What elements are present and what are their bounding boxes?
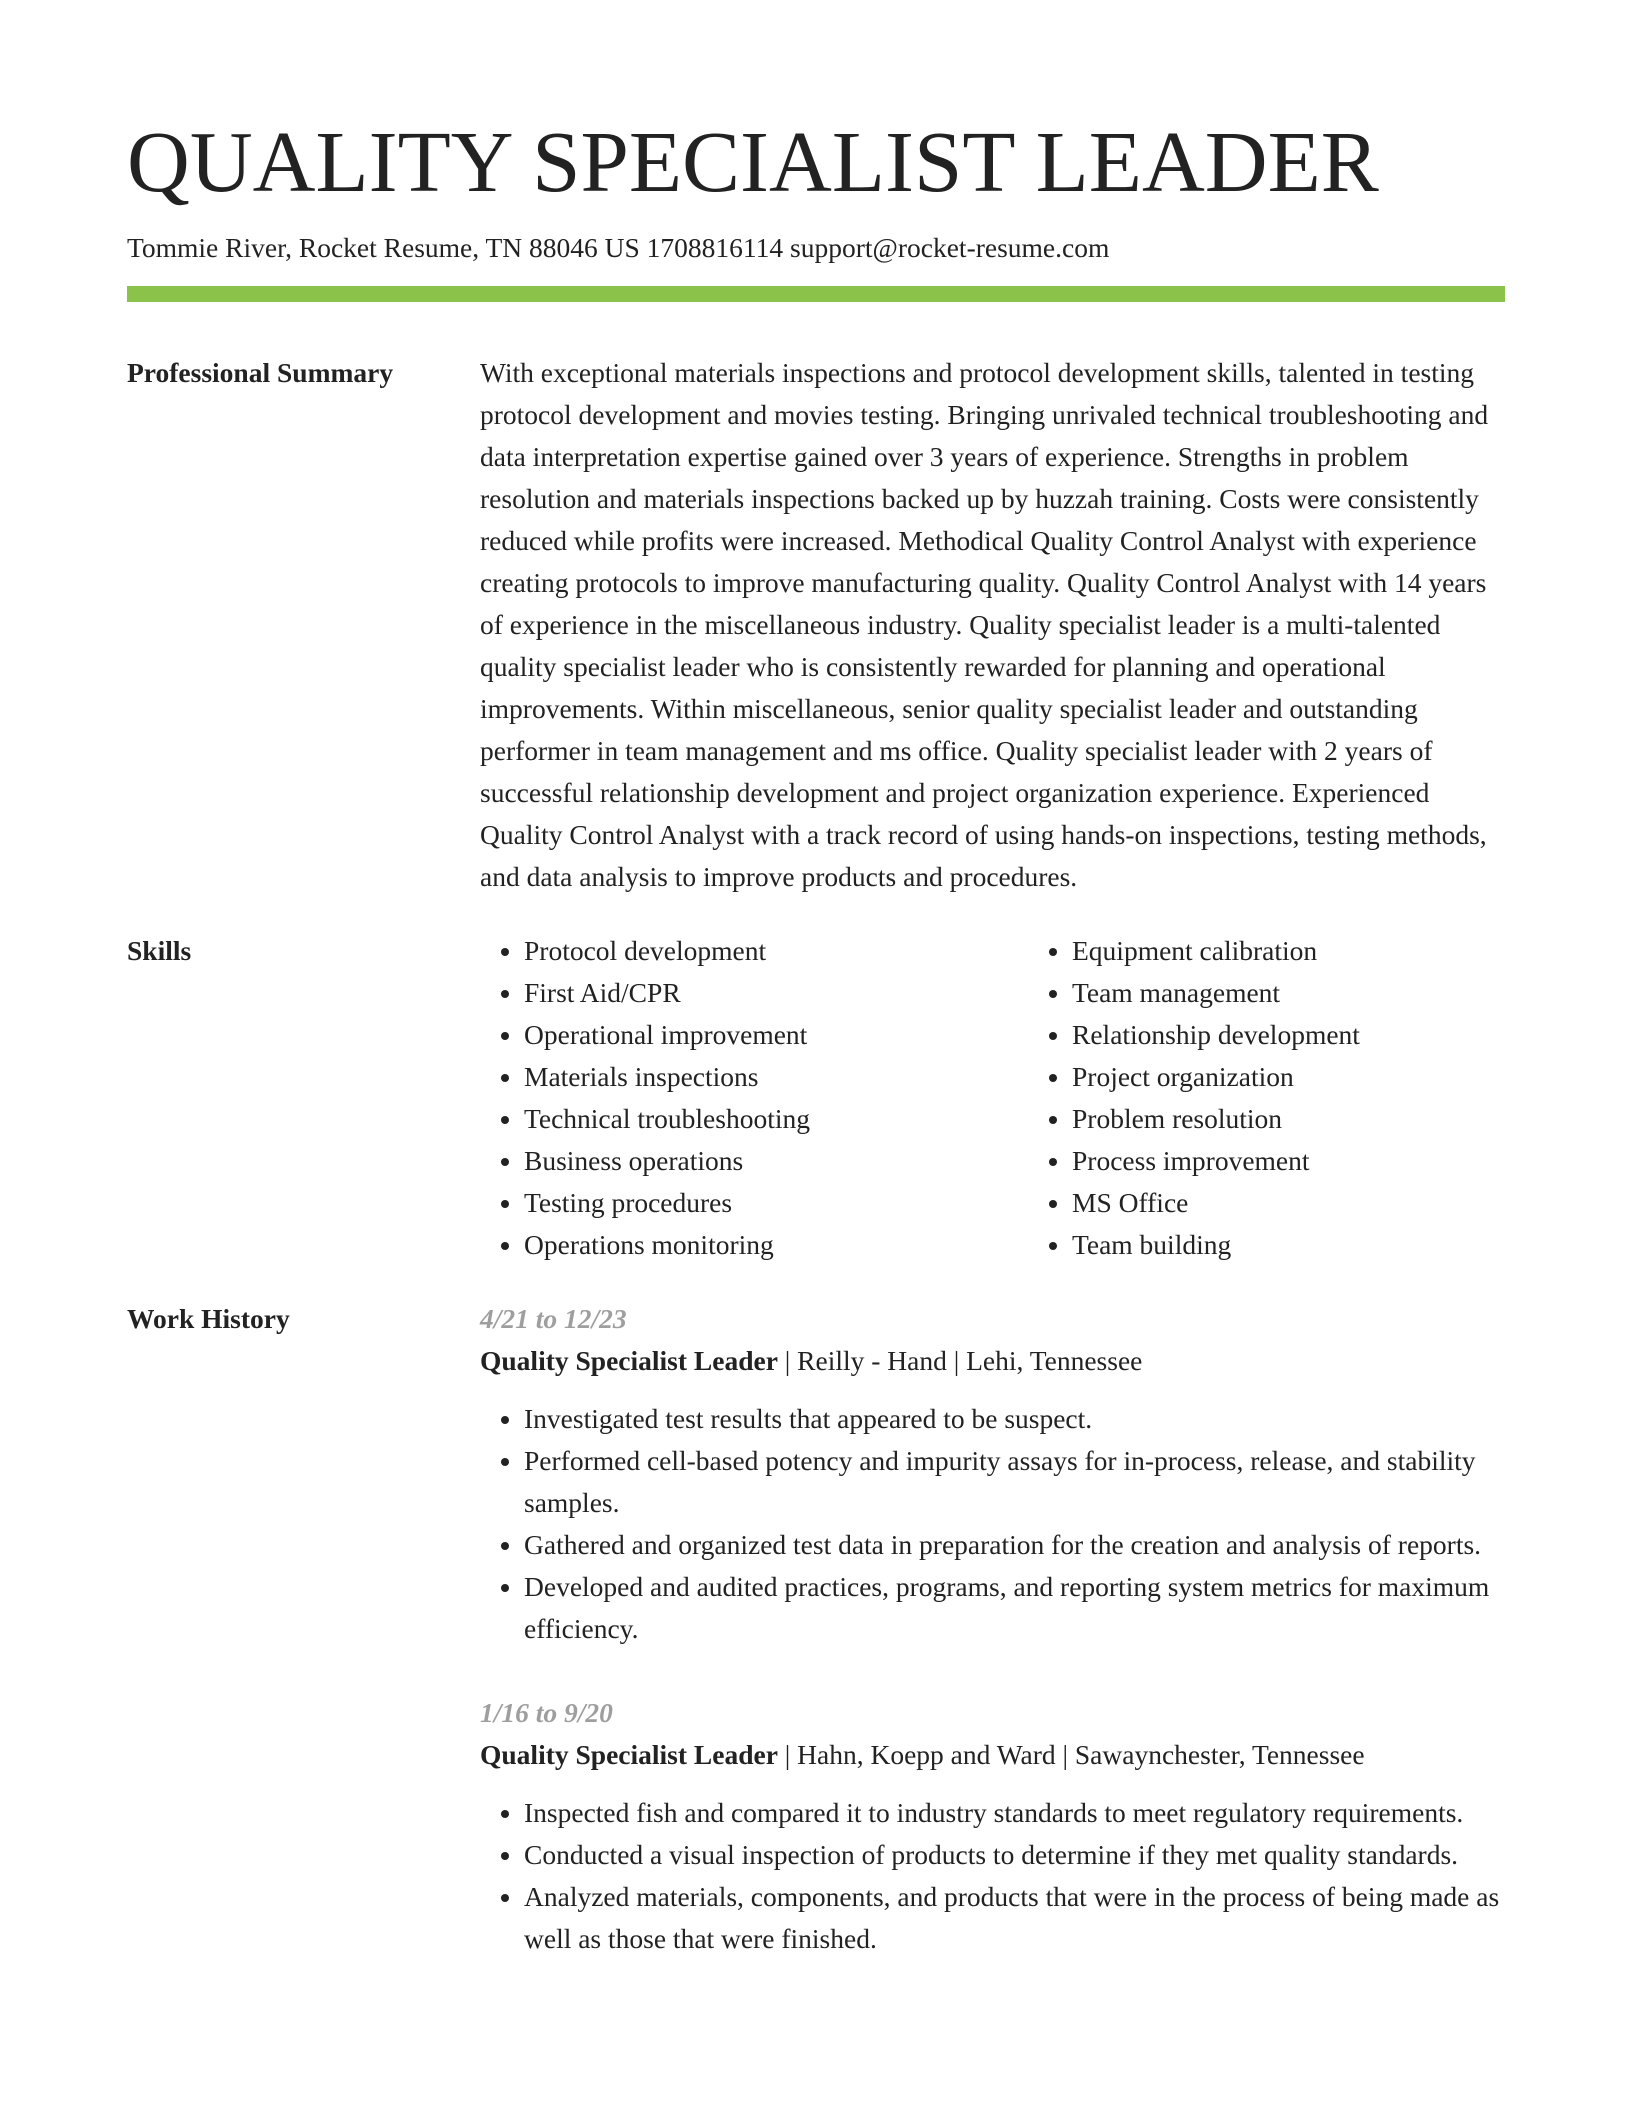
- job-details: | Hahn, Koepp and Ward | Sawaynchester, Tennessee: [777, 1739, 1365, 1770]
- skill-item: • Operations monitoring: [524, 1224, 1028, 1266]
- skill-item: • Team management: [1072, 972, 1576, 1014]
- job-dates: 4/21 to 12/23: [480, 1303, 627, 1334]
- skill-item: • Process improvement: [1072, 1140, 1576, 1182]
- job-bullets: [480, 1792, 1505, 1960]
- job-bullets: [480, 1398, 1505, 1650]
- job-role-line: [480, 1340, 1505, 1382]
- skill-item: • Protocol development: [524, 930, 1028, 972]
- skill-item: • Problem resolution: [1072, 1098, 1576, 1140]
- job-title: Quality Specialist Leader: [480, 1739, 778, 1770]
- skill-item: • Operational improvement: [524, 1014, 1028, 1056]
- skill-item: • Team building: [1072, 1224, 1576, 1266]
- job-title: Quality Specialist Leader: [480, 1345, 778, 1376]
- skill-item: • Relationship development: [1072, 1014, 1576, 1056]
- section-body: [480, 930, 1576, 1266]
- section-heading: Work History: [127, 1303, 290, 1334]
- contact-info: Tommie River, Rocket Resume, TN 88046 US 1708816114 support@rocket-resume.com: [127, 232, 1110, 263]
- job-bullet: • Gathered and organized test data in preparation for the creation and analysis of reports.: [524, 1524, 1505, 1566]
- job-bullet: • Conducted a visual inspection of products to determine if they met quality standards.: [524, 1834, 1505, 1876]
- job-role-line: [480, 1734, 1505, 1776]
- skill-item: • Project organization: [1072, 1056, 1576, 1098]
- section-body: [480, 352, 1505, 898]
- skills-section: [127, 930, 1505, 1266]
- skills-columns: [480, 930, 1576, 1266]
- skill-item: • Materials inspections: [524, 1056, 1028, 1098]
- section-heading: Skills: [127, 935, 192, 966]
- professional-summary-section: [127, 352, 1505, 898]
- skill-item: • Testing procedures: [524, 1182, 1028, 1224]
- job-bullet: • Developed and audited practices, programs, and reporting system metrics for maximum efficiency.: [524, 1566, 1505, 1650]
- skill-item: • Technical troubleshooting: [524, 1098, 1028, 1140]
- section-heading: Professional Summary: [127, 357, 394, 388]
- job-bullet: • Performed cell-based potency and impurity assays for in-process, release, and stability samples.: [524, 1440, 1505, 1524]
- job-bullet: • Inspected fish and compared it to industry standards to meet regulatory requirements.: [524, 1792, 1505, 1834]
- skill-item: • Business operations: [524, 1140, 1028, 1182]
- job-bullet: • Investigated test results that appeared to be suspect.: [524, 1398, 1505, 1440]
- section-body: [480, 1298, 1505, 2002]
- skill-item: • MS Office: [1072, 1182, 1576, 1224]
- resume-title: QUALITY SPECIALIST LEADER: [127, 113, 1379, 210]
- job-bullet: • Analyzed materials, components, and products that were in the process of being made as well as those that were finished.: [524, 1876, 1505, 1960]
- skills-list-left: [480, 930, 1028, 1266]
- accent-divider: [127, 286, 1505, 302]
- skills-list-right: [1028, 930, 1576, 1266]
- work-history-section: [127, 1298, 1505, 2002]
- skill-item: • First Aid/CPR: [524, 972, 1028, 1014]
- job-entry: [480, 1298, 1505, 1650]
- skill-item: • Equipment calibration: [1072, 930, 1576, 972]
- job-dates: 1/16 to 9/20: [480, 1697, 613, 1728]
- summary-text: With exceptional materials inspections and protocol development skills, talented in testing protocol development and movies testing. Bringing unrivaled technical troubleshooting and data interpretation expertise gained over 3 years of experience. Strengths in problem resolution and materials inspections backed up by huzzah training. Costs were consistently reduced while profits were increased. Methodical Quality Control Analyst with experience creating protocols to improve manufacturing quality. Quality Control Analyst with 14 years of experience in the miscellaneous industry. Quality specialist leader is a multi-talented quality specialist leader who is consistently rewarded for planning and operational improvements. Within miscellaneous, senior quality specialist leader and outstanding performer in team management and ms office. Quality specialist leader with 2 years of successful relationship development and project organization experience. Experienced Quality Control Analyst with a track record of using hands-on inspections, testing methods, and data analysis to improve products and procedures.: [480, 357, 1489, 892]
- job-details: | Reilly - Hand | Lehi, Tennessee: [777, 1345, 1143, 1376]
- job-entry: [480, 1692, 1505, 1960]
